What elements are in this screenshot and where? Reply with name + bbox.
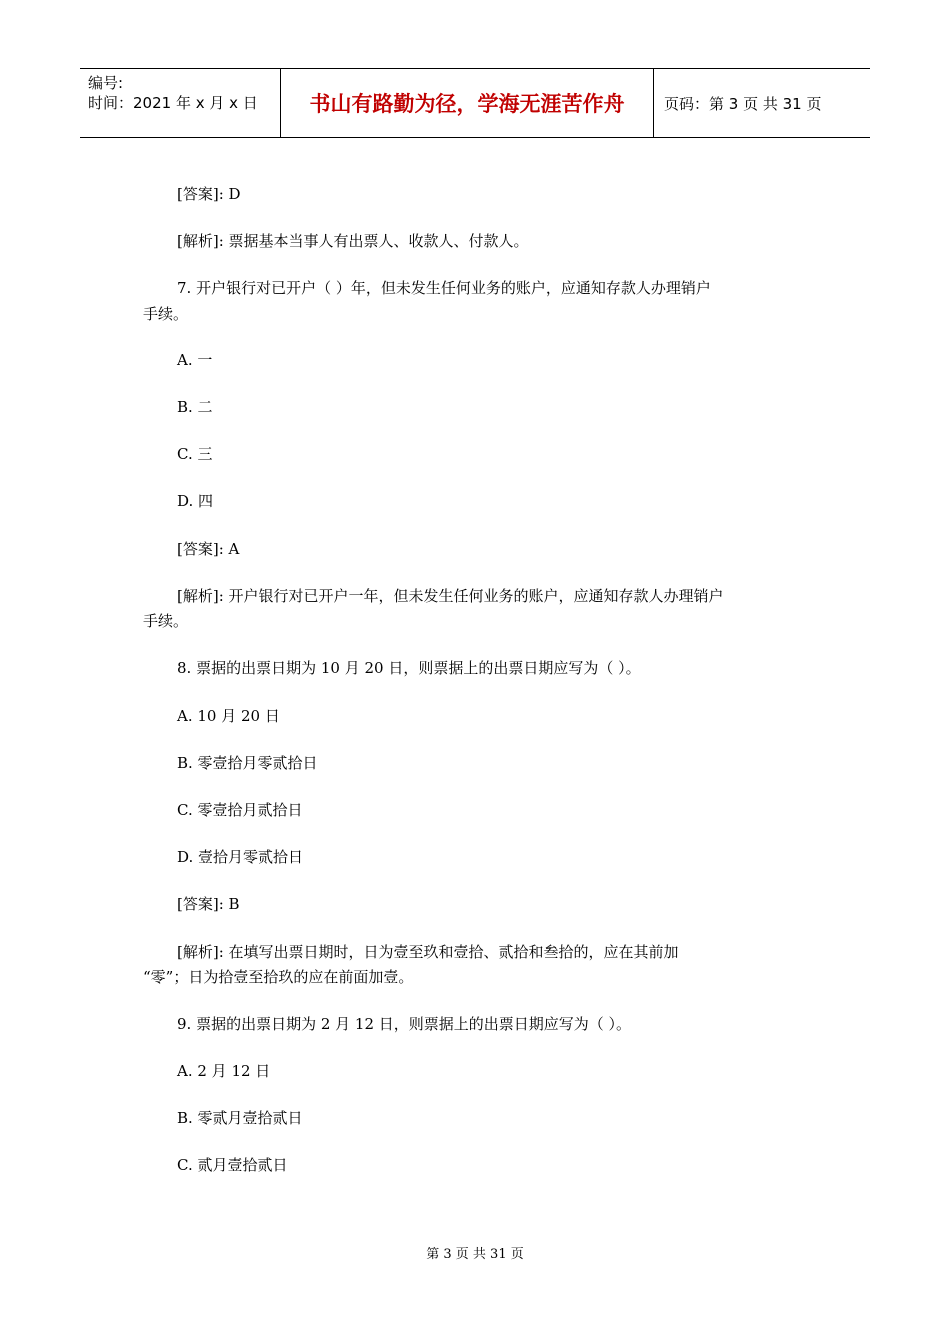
explanation-continued: “零”；日为拾壹至拾玖的应在前面加壹。 <box>143 968 414 986</box>
option-a: A. 一 <box>177 351 213 369</box>
option-c: C. 三 <box>177 445 213 463</box>
page-footer: 第 3 页 共 31 页 <box>426 1247 524 1262</box>
question-9: 9. 票据的出票日期为 2 月 12 日，则票据上的出票日期应写为（ ）。 <box>177 1015 632 1033</box>
option-b: B. 零壹拾月零贰拾日 <box>177 754 318 772</box>
option-b: B. 零贰月壹拾贰日 <box>177 1109 303 1127</box>
option-b: B. 二 <box>177 398 213 416</box>
answer-line: [答案]: D <box>177 185 241 203</box>
header-meta <box>80 69 281 137</box>
option-d: D. 四 <box>177 492 214 510</box>
document-number-label: 编号: <box>88 74 124 92</box>
question-7: 7. 开户银行对已开户（ ）年，但未发生任何业务的账户，应通知存款人办理销户 <box>177 279 711 297</box>
explanation-line: [解析]: 开户银行对已开户一年，但未发生任何业务的账户，应通知存款人办理销户 <box>177 587 724 605</box>
question-7-continued: 手续。 <box>143 305 189 323</box>
document-time-label: 时间：2021 年 x 月 x 日 <box>88 94 258 112</box>
explanation-line: [解析]: 票据基本当事人有出票人、收款人、付款人。 <box>177 232 529 250</box>
option-c: C. 贰月壹拾贰日 <box>177 1156 288 1174</box>
option-a: A. 10 月 20 日 <box>177 707 280 725</box>
answer-line: [答案]: A <box>177 540 240 558</box>
header-motto: 书山有路勤为径，学海无涯苦作舟 <box>281 69 654 137</box>
page-header <box>80 68 870 138</box>
option-d: D. 壹拾月零贰拾日 <box>177 848 304 866</box>
question-8: 8. 票据的出票日期为 10 月 20 日，则票据上的出票日期应写为（ ）。 <box>177 659 641 677</box>
header-page-info: 页码：第 3 页 共 31 页 <box>664 94 822 113</box>
option-a: A. 2 月 12 日 <box>177 1062 271 1080</box>
explanation-line: [解析]: 在填写出票日期时，日为壹至玖和壹拾、贰拾和叁拾的，应在其前加 <box>177 943 679 961</box>
answer-line: [答案]: B <box>177 895 240 913</box>
option-c: C. 零壹拾月贰拾日 <box>177 801 303 819</box>
explanation-continued: 手续。 <box>143 612 189 630</box>
